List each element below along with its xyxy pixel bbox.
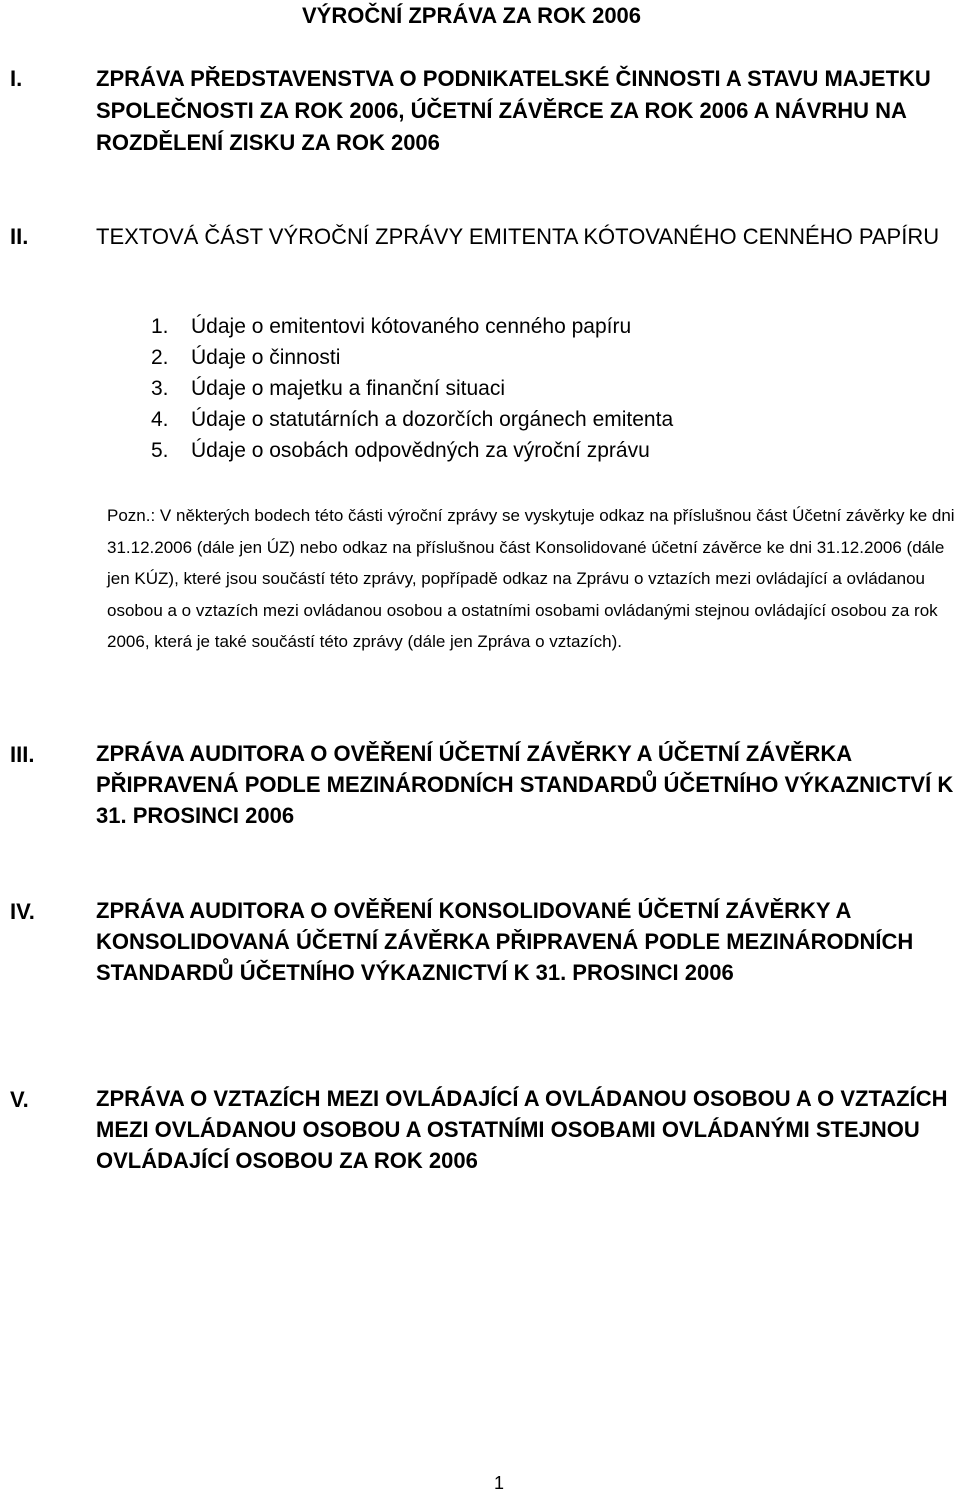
section-heading-1: ZPRÁVA PŘEDSTAVENSTVA O PODNIKATELSKÉ ČINNOSTI A STAVU MAJETKU SPOLEČNOSTI ZA ROK 2006, ÚČETNÍ ZÁVĚRCE ZA ROK 2006 A NÁVRHU NA ROZDĚLENÍ ZISKU ZA ROK 2006 [96,66,931,155]
section-number-1: I. [10,66,23,91]
list-item-number: 5. [151,439,169,462]
list-item-number: 2. [151,346,169,369]
list-item-number: 1. [151,315,169,338]
list-item [151,404,673,435]
list-item-label: Údaje o emitentovi kótovaného cenného papíru [191,315,632,338]
section-heading-5: ZPRÁVA O VZTAZÍCH MEZI OVLÁDAJÍCÍ A OVLÁDANOU OSOBOU A O VZTAZÍCH MEZI OVLÁDANOU OSOBOU A OSTATNÍMI OSOBAMI OVLÁDANÝMI STEJNOU OVLÁDAJÍCÍ OSOBOU ZA ROK 2006 [96,1086,948,1173]
section-2-item-list [151,311,673,466]
list-item-label: Údaje o osobách odpovědných za výroční zprávu [191,439,650,462]
section-number-3: III. [10,742,35,767]
section-number-5: V. [10,1087,29,1112]
list-item [151,435,673,466]
section-heading-2: TEXTOVÁ ČÁST VÝROČNÍ ZPRÁVY EMITENTA KÓTOVANÉHO CENNÉHO PAPÍRU [96,224,940,249]
note-label: Pozn. [107,506,151,525]
list-item [151,342,673,373]
section-number-4: IV. [10,899,35,924]
list-item-label: Údaje o činnosti [191,346,341,369]
list-item-label: Údaje o statutárních a dozorčích orgánech emitenta [191,408,674,431]
page-number: 1 [494,1473,505,1493]
list-item [151,311,673,342]
section-heading-3: ZPRÁVA AUDITORA O OVĚŘENÍ ÚČETNÍ ZÁVĚRKY A ÚČETNÍ ZÁVĚRKA PŘIPRAVENÁ PODLE MEZINÁRODNÍCH STANDARDŮ ÚČETNÍHO VÝKAZNICTVÍ K 31. PROSINCI 2006 [96,741,954,828]
note-text: : V některých bodech této části výroční zprávy se vyskytuje odkaz na příslušnou část Účetní závěrky ke dni 31.12.2006 (dále jen ÚZ) nebo odkaz na příslušnou část Konsolidované účetní závěrce ke dni 31.12.2006 (dále jen KÚZ), které jsou součástí této zprávy, popřípadě odkaz na Zprávu o vztazích mezi ovládající a ovládanou osobou a o vztazích mezi ovládanou osobou a ostatními osobami ovládanými stejnou ovládající osobou za rok 2006, která je také součástí této zprávy (dále jen Zpráva o vztazích). [107,506,955,651]
list-item-label: Údaje o majetku a finanční situaci [191,377,506,400]
list-item-number: 3. [151,377,169,400]
section-heading-4: ZPRÁVA AUDITORA O OVĚŘENÍ KONSOLIDOVANÉ ÚČETNÍ ZÁVĚRKY A KONSOLIDOVANÁ ÚČETNÍ ZÁVĚRKA PŘIPRAVENÁ PODLE MEZINÁRODNÍCH STANDARDŮ ÚČETNÍHO VÝKAZNICTVÍ K 31. PROSINCI 2006 [96,898,914,985]
section-2-note [107,500,957,658]
section-number-2: II. [10,224,29,249]
list-item [151,373,673,404]
document-title: VÝROČNÍ ZPRÁVA ZA ROK 2006 [302,3,642,28]
list-item-number: 4. [151,408,169,431]
